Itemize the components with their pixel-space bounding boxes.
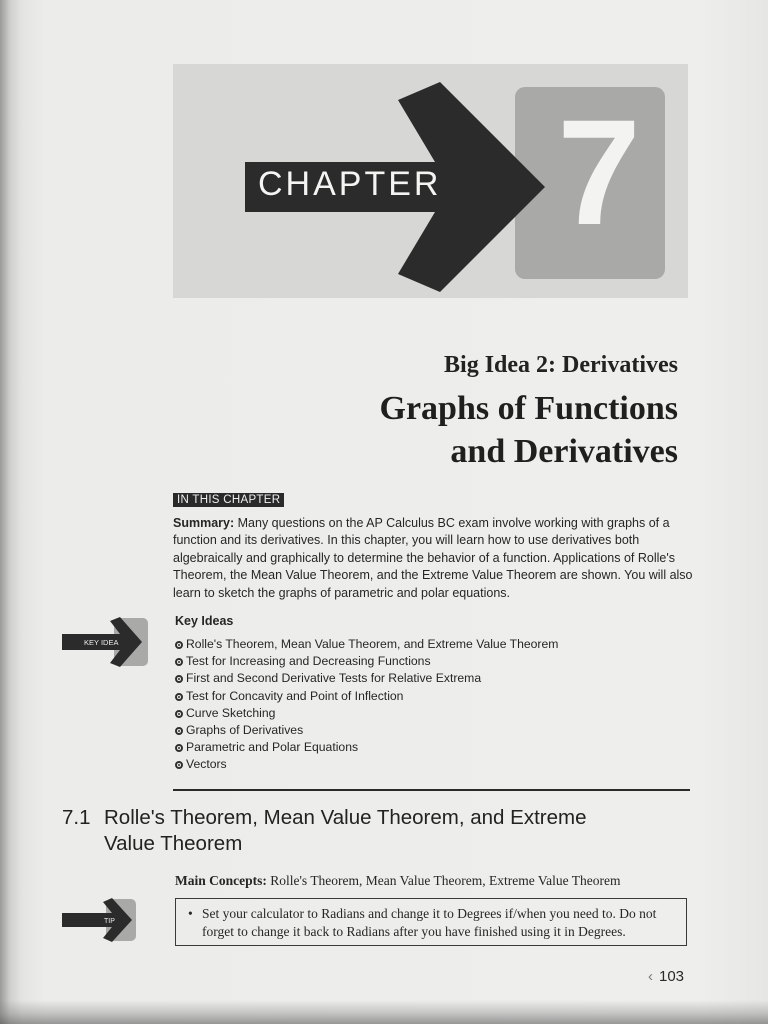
bullet-icon xyxy=(175,761,183,769)
list-item-text: Curve Sketching xyxy=(186,705,276,720)
main-concepts-text: Rolle's Theorem, Mean Value Theorem, Extreme Value Theorem xyxy=(270,873,621,888)
bullet-icon xyxy=(175,641,183,649)
bullet-icon xyxy=(175,658,183,666)
section-heading xyxy=(62,805,586,831)
key-idea-icon xyxy=(62,617,150,667)
page-number xyxy=(648,968,684,985)
chapter-number: 7 xyxy=(557,88,641,256)
bullet-icon xyxy=(175,675,183,683)
key-ideas-list xyxy=(175,636,558,774)
list-item xyxy=(175,756,558,773)
section-title-line-1: Rolle's Theorem, Mean Value Theorem, and Extreme xyxy=(104,806,587,829)
main-concepts-label: Main Concepts: xyxy=(175,873,267,888)
list-item xyxy=(175,705,558,722)
list-item-text: Test for Increasing and Decreasing Functions xyxy=(186,654,431,669)
list-item-text: First and Second Derivative Tests for Relative Extrema xyxy=(186,671,482,686)
page-number-value: 103 xyxy=(659,968,685,985)
main-concepts xyxy=(175,873,620,889)
chapter-title-line-1: Graphs of Functions xyxy=(379,390,678,427)
list-item xyxy=(175,653,558,670)
page-bottom-shadow xyxy=(0,1000,768,1024)
bullet-icon xyxy=(175,744,183,752)
list-item xyxy=(175,688,558,705)
list-item xyxy=(175,739,558,756)
summary-text: Many questions on the AP Calculus BC exam involve working with graphs of a function and its derivatives. In this chapter, you will learn how to use derivatives both algebraically and graphically to determine the behavior of a function. Applications of Rolle's Theorem, the Mean Value Theorem, and the Extreme Value Theorem are shown. You will also learn to sketch the graphs of parametric and polar equations. xyxy=(173,516,693,600)
key-idea-icon-label: KEY IDEA xyxy=(84,638,119,647)
chapter-summary xyxy=(173,515,693,602)
list-item xyxy=(175,722,558,739)
list-item xyxy=(175,670,558,687)
tip-icon xyxy=(62,898,138,942)
tip-bullet: • xyxy=(188,906,193,921)
list-item-text: Graphs of Derivatives xyxy=(186,723,304,738)
tip-icon-label: TIP xyxy=(104,918,115,925)
chapter-label: CHAPTER xyxy=(258,165,442,203)
key-ideas-heading: Key Ideas xyxy=(175,614,234,628)
list-item-text: Parametric and Polar Equations xyxy=(186,740,359,755)
chevron-left-icon: ‹ xyxy=(648,968,653,985)
bullet-icon xyxy=(175,727,183,735)
section-title-line-2: Value Theorem xyxy=(104,832,243,855)
section-divider xyxy=(173,789,690,791)
list-item-text: Rolle's Theorem, Mean Value Theorem, and Extreme Value Theorem xyxy=(186,637,559,651)
big-idea-heading: Big Idea 2: Derivatives xyxy=(444,352,678,378)
section-number: 7.1 xyxy=(62,806,91,829)
list-item-text: Vectors xyxy=(186,757,227,772)
summary-label: Summary: xyxy=(173,516,235,530)
tip-text: Set your calculator to Radians and change it to Degrees if/when you need to. Do not forget to change it back to Radians after you have finished using it in Degrees. xyxy=(202,906,657,939)
list-item-text: Test for Concavity and Point of Inflection xyxy=(186,688,404,703)
in-this-chapter-label: IN THIS CHAPTER xyxy=(173,493,284,507)
list-item xyxy=(175,636,558,653)
bullet-icon xyxy=(175,693,183,701)
tip-box xyxy=(175,898,687,946)
bullet-icon xyxy=(175,710,183,718)
chapter-title-line-2: and Derivatives xyxy=(450,433,678,470)
